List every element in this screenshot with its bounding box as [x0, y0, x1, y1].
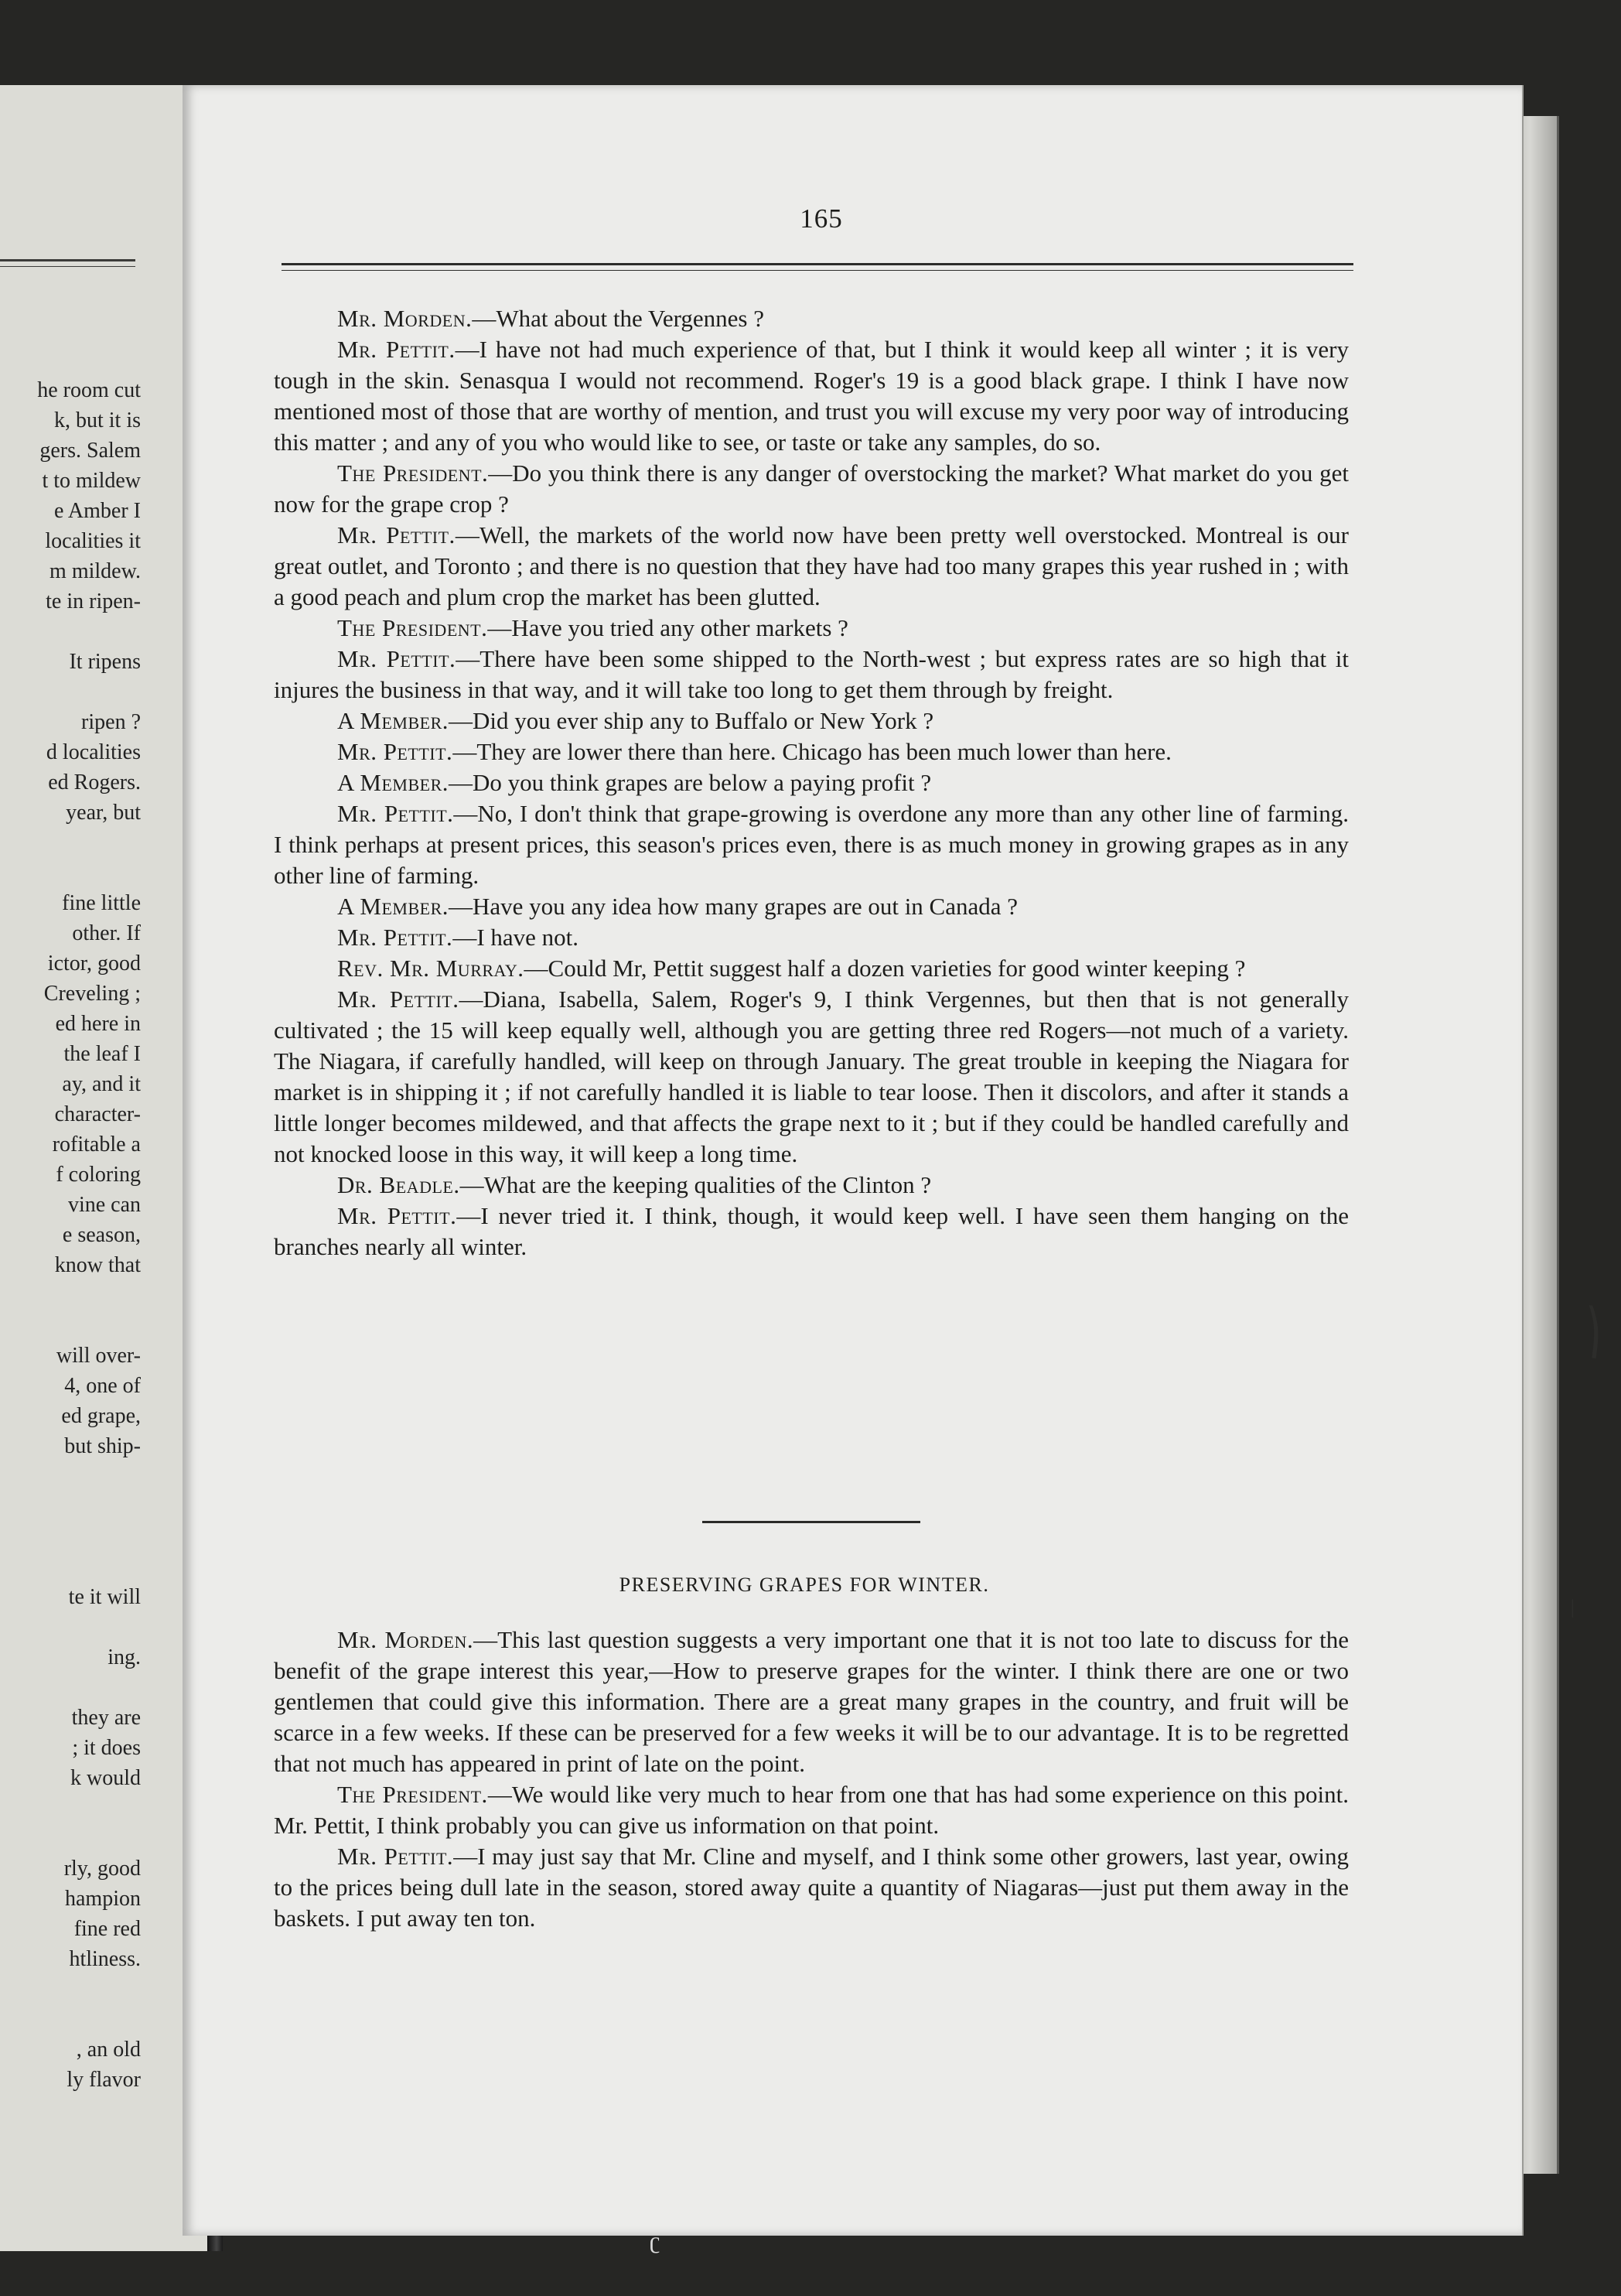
left-page-line: will over- — [56, 1344, 141, 1368]
left-page-line: k would — [70, 1766, 141, 1790]
left-page-line: 4, one of — [64, 1374, 141, 1398]
left-page-line: they are — [71, 1706, 141, 1730]
speaker-name: Mr. Pettit. — [337, 800, 454, 827]
dialogue-paragraph — [274, 984, 1349, 1170]
dialogue-paragraph — [274, 798, 1349, 891]
left-page-line: ; it does — [72, 1736, 141, 1760]
dialogue-paragraph — [274, 1779, 1349, 1841]
left-page-line — [0, 1310, 141, 1341]
speaker-name: Mr. Pettit. — [337, 1843, 454, 1870]
left-page-line: ly flavor — [67, 2068, 141, 2092]
left-page-line: localities it — [45, 529, 141, 553]
speaker-name: Mr. Morden. — [337, 305, 473, 332]
left-page-line — [0, 1793, 141, 1823]
speech-text: —No, I don't think that grape-growing is overdone any more than any other line of farming. I think perhaps at present prices, this season's prices even, there is as much money in growing grapes as in any other line of farming. — [274, 800, 1349, 889]
speech-text: —Do you think there is any danger of overstocking the market? What market do you get now for the grape crop ? — [274, 460, 1349, 518]
header-rule — [282, 263, 1353, 271]
left-page-line: It ripens — [69, 650, 141, 674]
left-page-line — [0, 1491, 141, 1522]
speaker-name: Dr. Beadle. — [337, 1171, 460, 1198]
dialogue-paragraph — [274, 520, 1349, 613]
dialogue-paragraph — [274, 706, 1349, 736]
speaker-name: The President. — [337, 614, 488, 641]
pencil-mark: ʗ — [650, 2228, 660, 2253]
left-page-line: but ship- — [64, 1434, 141, 1458]
section-heading: PRESERVING GRAPES FOR WINTER. — [619, 1573, 990, 1596]
left-page-line — [0, 1823, 141, 1854]
left-page-line: hampion — [65, 1887, 141, 1911]
dialogue-paragraph — [274, 458, 1349, 520]
left-page-line: e Amber I — [54, 499, 141, 523]
left-page-line — [0, 1974, 141, 2004]
speech-text: —Do you think grapes are below a paying profit ? — [449, 769, 932, 796]
left-page-line — [0, 1672, 141, 1703]
left-page-rule — [0, 259, 135, 267]
left-page-line: ed here in — [55, 1012, 141, 1036]
left-page-line: know that — [54, 1253, 141, 1277]
speech-text: —I have not had much experience of that, but I think it would keep all winter ; it is very tough in the skin. Senasqua I would not recommend. Roger's 19 is a good black grape. I think I have now mentioned most of those that are worthy of mention, and trust you will excuse my very poor way of introducing this matter ; and any of you who would like to see, or taste or take any samples, do so. — [274, 336, 1349, 456]
left-page-line: htliness. — [69, 1947, 141, 1971]
speaker-name: A Member. — [337, 707, 449, 734]
left-page-line: ing. — [107, 1645, 141, 1669]
speech-text: —Well, the markets of the world now have been pretty well overstocked. Montreal is our great outlet, and Toronto ; and there is no question that they have had too many grapes this year rushed in ; with a good peach and plum crop the market has been glutted. — [274, 521, 1349, 610]
left-page-text — [0, 375, 141, 2095]
left-page-line: fine little — [62, 891, 141, 915]
speaker-name: The President. — [337, 460, 489, 487]
dialogue-paragraph — [274, 767, 1349, 798]
speech-text: —Have you tried any other markets ? — [487, 614, 848, 641]
left-page-line — [0, 1280, 141, 1310]
speaker-name: A Member. — [337, 769, 449, 796]
speaker-name: Rev. Mr. Murray. — [337, 955, 524, 982]
left-page-line: year, but — [66, 801, 141, 825]
left-page-line: d localities — [46, 740, 141, 764]
left-page-line: vine can — [67, 1193, 141, 1217]
left-page-line: rofitable a — [52, 1133, 141, 1157]
speaker-name: Mr. Pettit. — [337, 521, 456, 548]
margin-tick: ǀ — [1570, 1595, 1575, 1624]
dialogue-block — [274, 303, 1349, 1262]
speech-text: —We would like very much to hear from one that has had some experience on this point. Mr. Pettit, I think probably you can give us information on that point. — [274, 1781, 1349, 1839]
dialogue-paragraph — [274, 1170, 1349, 1201]
left-page-line — [0, 1522, 141, 1552]
dialogue-paragraph — [274, 1201, 1349, 1262]
dialogue-paragraph — [274, 613, 1349, 644]
left-page-line: other. If — [72, 921, 141, 945]
speech-text: —Diana, Isabella, Salem, Roger's 9, I think Vergennes, but then that is not generally cultivated ; the 15 will keep equally well, although you are getting three red Rogers—not much of a variety. The Niagara, if carefully handled, will keep on through January. The great trouble in keeping the Niagara for market is in shipping it ; if not carefully handled it is liable to tear loose. Then it discolors, and after it stands a little longer becomes mildewed, and that affects the grape next to it ; but if they could be handled carefully and not knocked loose in this way, it will keep a long time. — [274, 986, 1350, 1167]
left-page-line: f coloring — [56, 1163, 141, 1187]
left-page-line: t to mildew — [42, 469, 141, 493]
left-page-line — [0, 1552, 141, 1582]
speech-text: —They are lower there than here. Chicago has been much lower than here. — [452, 738, 1172, 765]
speaker-name: Mr. Pettit. — [337, 645, 456, 672]
left-page-line: ay, and it — [62, 1072, 141, 1096]
margin-mark: ⎞ — [1578, 1307, 1607, 1358]
left-page-line — [0, 617, 141, 647]
left-page-line: te it will — [68, 1585, 141, 1609]
left-page-line: fine red — [73, 1917, 141, 1941]
speaker-name: Mr. Pettit. — [337, 336, 456, 363]
left-page-line — [0, 828, 141, 858]
speaker-name: Mr. Pettit. — [337, 738, 453, 765]
left-page-line: e season, — [62, 1223, 141, 1247]
section-body — [274, 1625, 1349, 1934]
left-page-line: ed grape, — [61, 1404, 141, 1428]
left-page-line: rly, good — [63, 1857, 141, 1881]
left-page-line — [0, 2004, 141, 2035]
speech-text: —Could Mr, Pettit suggest half a dozen varieties for good winter keeping ? — [524, 955, 1246, 982]
dialogue-paragraph — [274, 303, 1349, 334]
left-page-line: te in ripen- — [46, 589, 141, 613]
speech-text: —I never tried it. I think, though, it would keep well. I have seen them hanging on the branches nearly all winter. — [274, 1202, 1349, 1260]
speaker-name: Mr. Morden. — [337, 1626, 474, 1653]
speech-text: —There have been some shipped to the North-west ; but express rates are so high that it injures the business in that way, and it will take too long to get them through by freight. — [274, 645, 1349, 703]
left-page-line: ed Rogers. — [48, 770, 141, 794]
left-page-line: m mildew. — [49, 559, 141, 583]
speaker-name: Mr. Pettit. — [337, 1202, 457, 1229]
speaker-name: A Member. — [337, 893, 449, 920]
speech-text: —What are the keeping qualities of the Clinton ? — [459, 1171, 932, 1198]
dialogue-paragraph — [274, 953, 1349, 984]
left-page-line: Creveling ; — [43, 982, 141, 1006]
speaker-name: The President. — [337, 1781, 488, 1808]
left-page-line: character- — [54, 1102, 141, 1126]
left-page-line: he room cut — [37, 378, 141, 402]
speech-text: —What about the Vergennes ? — [472, 305, 764, 332]
left-page-line: ripen ? — [81, 710, 141, 734]
dialogue-paragraph — [274, 1625, 1349, 1779]
dialogue-paragraph — [274, 334, 1349, 458]
dialogue-paragraph — [274, 644, 1349, 706]
left-page-line: ictor, good — [47, 952, 141, 975]
page-number: 165 — [800, 203, 843, 234]
section-divider — [702, 1521, 920, 1523]
left-page-line: gers. Salem — [39, 439, 141, 463]
left-page-line — [0, 1461, 141, 1491]
dialogue-paragraph — [274, 736, 1349, 767]
speech-text: —I may just say that Mr. Cline and myself, and I think some other growers, last year, owing to the prices being dull late in the season, stored away quite a quantity of Niagaras—just put them away in the baskets. I put away ten ton. — [274, 1843, 1349, 1932]
speaker-name: Mr. Pettit. — [337, 924, 453, 951]
speech-text: —I have not. — [452, 924, 579, 951]
left-page-line — [0, 677, 141, 707]
speech-text: —Have you any idea how many grapes are out in Canada ? — [449, 893, 1019, 920]
dialogue-paragraph — [274, 1841, 1349, 1934]
dialogue-paragraph — [274, 891, 1349, 922]
speech-text: —This last question suggests a very important one that it is not too late to discuss for the benefit of the grape interest this year,—How to preserve grapes for the winter. I think there are one or two gentlemen that could give this information. There are a great many grapes in the country, and fruit will be scarce in a few weeks. If these can be preserved for a few weeks it will be to our advantage. It is to be regretted that not much has appeared in print of late on the point. — [274, 1626, 1350, 1777]
left-page-line: , an old — [76, 2038, 141, 2062]
speaker-name: Mr. Pettit. — [337, 986, 459, 1013]
left-page-line: the leaf I — [63, 1042, 141, 1066]
left-page-line — [0, 858, 141, 888]
dialogue-paragraph — [274, 922, 1349, 953]
left-page-line: k, but it is — [53, 408, 141, 432]
speech-text: —Did you ever ship any to Buffalo or New York ? — [449, 707, 934, 734]
left-page-line — [0, 1612, 141, 1642]
